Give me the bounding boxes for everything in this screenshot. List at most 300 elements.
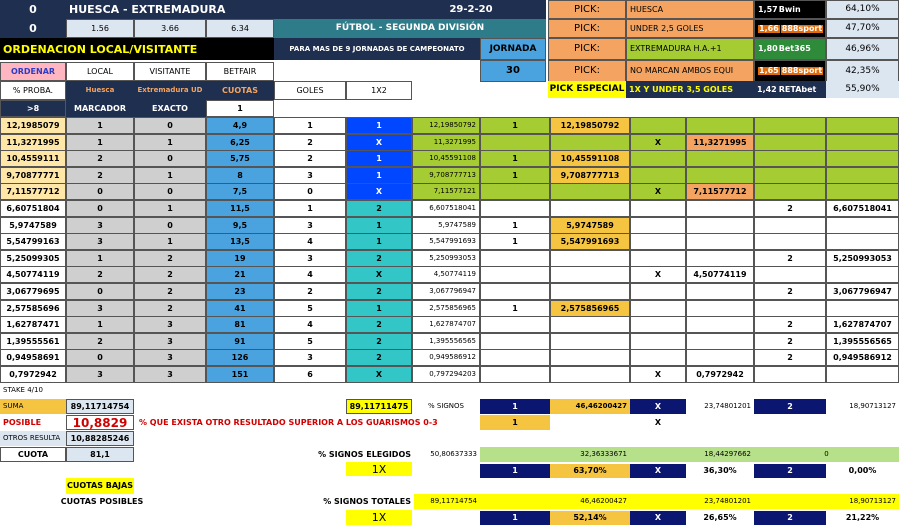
col2-sign: 2: [754, 283, 826, 300]
col1-value: [550, 366, 630, 383]
value-cell: 6,607518041: [412, 200, 480, 217]
col2-value: [826, 150, 899, 167]
r2-one-pct: 52,14%: [550, 511, 630, 525]
goals-cell: 0: [274, 183, 346, 200]
stake-label: STAKE 4/10: [3, 385, 43, 394]
odds-cell: 9,5: [206, 217, 274, 234]
proba-cell: 6,60751804: [0, 200, 66, 217]
goals-cell: 3: [274, 349, 346, 366]
col-goles: GOLES: [274, 81, 346, 100]
sign-cell: 2: [346, 333, 412, 350]
pick-especial-odd: [754, 81, 826, 98]
colx-value: 0,7972942: [686, 366, 754, 383]
odd-away: 6.34: [206, 19, 274, 38]
colx-sign: X: [630, 366, 686, 383]
goals-cell: 3: [274, 250, 346, 267]
pick-label: PICK:: [548, 38, 626, 60]
sign-cell: 1: [346, 117, 412, 134]
proba-cell: 7,11577712: [0, 183, 66, 200]
col1-value: [550, 266, 630, 283]
col1-sign: 1: [480, 167, 550, 184]
home-score-cell: 0: [66, 349, 134, 366]
pick-name: NO MARCAN AMBOS EQUI: [626, 60, 754, 82]
colx-value: 4,50774119: [686, 266, 754, 283]
r2-two: 2: [754, 511, 826, 525]
col2-sign: 2: [754, 349, 826, 366]
col2-value: [826, 366, 899, 383]
pick-name: EXTREMADURA H.A.+1: [626, 38, 754, 60]
elegidos-x: 18,44297662: [630, 447, 754, 462]
sign-cell: 2: [346, 349, 412, 366]
goals-cell: 4: [274, 266, 346, 283]
sign-cell: 1: [346, 167, 412, 184]
col1-sign: [480, 366, 550, 383]
colx-sign: X: [630, 134, 686, 151]
home-score-cell: 0: [66, 283, 134, 300]
value-cell: 5,9747589: [412, 217, 480, 234]
goals-cell: 5: [274, 300, 346, 317]
suma-right: 89,11711475: [346, 399, 412, 414]
otros-value: 10,88285246: [66, 431, 134, 446]
away-score-cell: 1: [134, 134, 206, 151]
value-cell: 5,250993053: [412, 250, 480, 267]
colx-value: 7,11577712: [686, 183, 754, 200]
col1-value: 5,547991693: [550, 233, 630, 250]
colx-value: [686, 250, 754, 267]
odds-cell: 13,5: [206, 233, 274, 250]
jornadas-note: PARA MAS DE 9 JORNADAS DE CAMPEONATO: [274, 38, 480, 60]
away-score-cell: 0: [134, 217, 206, 234]
goals-cell: 3: [274, 167, 346, 184]
home-score-cell: 2: [66, 333, 134, 350]
pick-especial-name: 1X Y UNDER 3,5 GOLES: [626, 81, 754, 98]
pick-odd: [754, 0, 826, 19]
proba-cell: 12,1985079: [0, 117, 66, 134]
pick-odd: [754, 38, 826, 60]
away-score-cell: 3: [134, 316, 206, 333]
pick-label: PICK:: [548, 0, 626, 19]
proba-cell: 1,62787471: [0, 316, 66, 333]
colx-value: [686, 349, 754, 366]
pick-odd-value: 1,80: [758, 44, 778, 53]
goals-cell: 2: [274, 283, 346, 300]
col2-value: 5,250993053: [826, 250, 899, 267]
col1-value: 12,19850792: [550, 117, 630, 134]
col-visitante: VISITANTE: [134, 62, 206, 81]
col2-value: 1,627874707: [826, 316, 899, 333]
value-cell: 12,19850792: [412, 117, 480, 134]
colx-sign: [630, 167, 686, 184]
home-team-name: Huesca: [66, 81, 134, 100]
bookmaker-logo: Bwin: [778, 4, 801, 14]
r1-x: X: [630, 464, 686, 478]
value-cell: 0,949586912: [412, 349, 480, 366]
away-score-cell: 1: [134, 200, 206, 217]
odds-cell: 5,75: [206, 150, 274, 167]
goals-cell: 4: [274, 233, 346, 250]
suma-label: SUMA: [0, 399, 66, 414]
home-score-cell: 2: [66, 150, 134, 167]
colx-sign: [630, 316, 686, 333]
value-cell: 7,11577121: [412, 183, 480, 200]
col2-value: [826, 167, 899, 184]
col1-value: 9,708777713: [550, 167, 630, 184]
value-cell: 3,067796947: [412, 283, 480, 300]
ordenar-button[interactable]: ORDENAR: [0, 62, 66, 81]
sign-cell: 1: [346, 233, 412, 250]
colx-sign: [630, 150, 686, 167]
gt8-label: >8: [0, 100, 66, 117]
odd-draw: 3.66: [134, 19, 206, 38]
pick-pct: 46,96%: [826, 38, 899, 60]
col1-value: [550, 183, 630, 200]
col2-sign: [754, 366, 826, 383]
goals-cell: 2: [274, 150, 346, 167]
away-score-cell: 3: [134, 366, 206, 383]
home-score-cell: 2: [66, 167, 134, 184]
away-score-cell: 3: [134, 333, 206, 350]
col2-value: 1,395556565: [826, 333, 899, 350]
col1-value: [550, 250, 630, 267]
away-score-cell: 0: [134, 150, 206, 167]
proba-cell: 1,39555561: [0, 333, 66, 350]
col2-sign: [754, 217, 826, 234]
league-title: FÚTBOL - SEGUNDA DIVISIÓN: [274, 19, 546, 38]
r2-x-pct: 26,65%: [703, 513, 737, 522]
colx-value: [686, 316, 754, 333]
pick-odd-value: 1,57: [758, 4, 778, 14]
colx-value: [686, 217, 754, 234]
r1-one-pct: 63,70%: [550, 464, 630, 478]
colx-value: [686, 200, 754, 217]
bookmaker-logo: Bet365: [778, 44, 811, 53]
col2-sign: [754, 134, 826, 151]
odds-cell: 126: [206, 349, 274, 366]
elegidos-label: % SIGNOS ELEGIDOS: [318, 449, 411, 459]
signos-1-value: 46,46200427: [550, 399, 630, 414]
goals-cell: 4: [274, 316, 346, 333]
pick-1x-elegidos: 1X: [346, 462, 412, 476]
r2-two-pct: 21,22%: [845, 513, 880, 522]
pick-label: PICK:: [548, 60, 626, 82]
col2-value: 0,949586912: [826, 349, 899, 366]
sign-cell: 1: [346, 217, 412, 234]
odds-cell: 11,5: [206, 200, 274, 217]
cuotas-posibles: CUOTAS POSIBLES: [60, 497, 144, 506]
col1-value: [550, 134, 630, 151]
sign-cell: X: [346, 266, 412, 283]
proba-cell: 5,54799163: [0, 233, 66, 250]
sign-cell: 2: [346, 316, 412, 333]
totales-2: 18,90713127: [754, 494, 899, 509]
away-score-cell: 0: [134, 117, 206, 134]
col2-sign: [754, 117, 826, 134]
col-marcador: MARCADOR: [66, 100, 134, 117]
pct-signos-label: % SIGNOS: [428, 402, 464, 410]
odds-cell: 4,9: [206, 117, 274, 134]
value-cell: 1,395556565: [412, 333, 480, 350]
col1-sign: 1: [480, 150, 550, 167]
sign-cell: 2: [346, 250, 412, 267]
home-goals: 0: [0, 0, 66, 19]
home-score-cell: 0: [66, 200, 134, 217]
match-date: 29-2-20: [396, 0, 546, 19]
signos-x: X: [630, 399, 686, 414]
col1-sign: [480, 333, 550, 350]
colx-value: [686, 283, 754, 300]
pick-name: HUESCA: [626, 0, 754, 19]
sign-cell: X: [346, 183, 412, 200]
col-betfair: BETFAIR: [206, 62, 274, 81]
totales-label: % SIGNOS TOTALES: [323, 496, 411, 506]
colx-sign: [630, 300, 686, 317]
posible-value: 10,8829: [66, 415, 134, 430]
proba-cell: 11,3271995: [0, 134, 66, 151]
col-local: LOCAL: [66, 62, 134, 81]
proba-cell: 0,7972942: [0, 366, 66, 383]
odds-cell: 23: [206, 283, 274, 300]
pick-especial-pct: 55,90%: [826, 81, 899, 98]
proba-cell: 5,25099305: [0, 250, 66, 267]
goals-cell: 5: [274, 333, 346, 350]
r1-two-pct: 0,00%: [848, 466, 877, 475]
odds-cell: 41: [206, 300, 274, 317]
col2-value: [826, 266, 899, 283]
col2-sign: 2: [754, 250, 826, 267]
col-1x2: 1X2: [346, 81, 412, 100]
colx-sign: [630, 233, 686, 250]
away-score-cell: 2: [134, 300, 206, 317]
col1-value: 2,575856965: [550, 300, 630, 317]
jornada-label: JORNADA: [480, 38, 546, 60]
col-exacto: EXACTO: [134, 100, 206, 117]
away-score-cell: 0: [134, 183, 206, 200]
bookmaker-logo: 888sport: [781, 23, 823, 33]
away-score-cell: 1: [134, 233, 206, 250]
col1-sign: [480, 183, 550, 200]
colx-sign: X: [630, 266, 686, 283]
r2-one: 1: [480, 511, 550, 525]
odds-cell: 21: [206, 266, 274, 283]
totales-total: 89,11714754: [414, 494, 480, 509]
value-cell: 1,627874707: [412, 316, 480, 333]
home-score-cell: 3: [66, 217, 134, 234]
pick-odd: [754, 60, 826, 82]
sign-cell: 1: [346, 300, 412, 317]
col2-value: [826, 134, 899, 151]
colx-sign: [630, 333, 686, 350]
col1-value: [550, 316, 630, 333]
goals-cell: 1: [274, 200, 346, 217]
col1-sign: [480, 250, 550, 267]
value-cell: 2,575856965: [412, 300, 480, 317]
signos-2: 2: [754, 399, 826, 414]
home-score-cell: 1: [66, 134, 134, 151]
value-cell: 9,708777713: [412, 167, 480, 184]
odds-cell: 6,25: [206, 134, 274, 151]
proba-cell: 0,94958691: [0, 349, 66, 366]
pick-especial-label: PICK ESPECIAL: [548, 81, 626, 98]
col2-value: [826, 217, 899, 234]
home-score-cell: 3: [66, 366, 134, 383]
sign-cell: 2: [346, 200, 412, 217]
jornada-value: 30: [480, 60, 546, 82]
away-team-name: Extremadura UD: [134, 81, 206, 100]
posible-x: X: [654, 417, 662, 427]
col1-value: [550, 349, 630, 366]
col1-sign: [480, 349, 550, 366]
totales-x: 23,74801201: [630, 494, 754, 509]
pick-1x-totales: 1X: [346, 510, 412, 525]
col2-sign: 2: [754, 200, 826, 217]
elegidos-2: 0: [754, 447, 899, 462]
signos-x-value: 23,74801201: [704, 402, 751, 410]
sign-cell: X: [346, 134, 412, 151]
pick-name: UNDER 2,5 GOLES: [626, 19, 754, 38]
col2-sign: [754, 233, 826, 250]
odd-home: 1.56: [66, 19, 134, 38]
goals-cell: 6: [274, 366, 346, 383]
value-cell: 5,547991693: [412, 233, 480, 250]
away-score-cell: 1: [134, 167, 206, 184]
proba-cell: 4,50774119: [0, 266, 66, 283]
colx-sign: [630, 200, 686, 217]
col1-sign: [480, 316, 550, 333]
goals-cell: 2: [274, 134, 346, 151]
home-score-cell: 2: [66, 266, 134, 283]
colx-sign: [630, 283, 686, 300]
col1-value: [550, 283, 630, 300]
r2-x: X: [630, 511, 686, 525]
col1-value: [550, 200, 630, 217]
colx-value: [686, 333, 754, 350]
col1-sign: 1: [480, 117, 550, 134]
home-score-cell: 1: [66, 117, 134, 134]
col1-sign: [480, 266, 550, 283]
away-goals: 0: [0, 19, 66, 38]
pick-odd-value: 1,42: [757, 84, 777, 94]
away-score-cell: 3: [134, 349, 206, 366]
col2-value: [826, 117, 899, 134]
posible-label: POSIBLE: [0, 415, 66, 430]
colx-value: [686, 117, 754, 134]
col2-sign: [754, 300, 826, 317]
sign-cell: 1: [346, 150, 412, 167]
posible-one: 1: [480, 415, 550, 430]
col-cuotas: CUOTAS: [206, 81, 274, 100]
elegidos-total: 50,80637333: [430, 450, 477, 458]
colx-value: [686, 233, 754, 250]
away-score-cell: 2: [134, 283, 206, 300]
elegidos-1: 32,36333671: [480, 447, 630, 462]
sign-cell: 2: [346, 283, 412, 300]
col1-sign: [480, 134, 550, 151]
col1-sign: 1: [480, 233, 550, 250]
r1-two: 2: [754, 464, 826, 478]
col2-sign: 2: [754, 316, 826, 333]
cuota-value: 81,1: [66, 447, 134, 462]
suma-value: 89,11714754: [66, 399, 134, 414]
col2-value: 6,607518041: [826, 200, 899, 217]
col1-value: 10,45591108: [550, 150, 630, 167]
r1-one: 1: [480, 464, 550, 478]
ordering-title: ORDENACION LOCAL/VISITANTE: [0, 38, 274, 60]
match-title: HUESCA - EXTREMADURA: [66, 0, 396, 19]
col2-sign: [754, 150, 826, 167]
odds-cell: 7,5: [206, 183, 274, 200]
value-cell: 4,50774119: [412, 266, 480, 283]
colx-sign: [630, 349, 686, 366]
goals-cell: 1: [274, 117, 346, 134]
signos-2-value: 18,90713127: [849, 402, 896, 410]
r1-x-pct: 36,30%: [703, 466, 737, 475]
away-score-cell: 2: [134, 250, 206, 267]
col2-value: [826, 233, 899, 250]
pick-pct: 47,70%: [826, 19, 899, 38]
pick-odd-value: 1,66: [759, 23, 779, 33]
pick-odd-value: 1,65: [759, 66, 779, 75]
pick-odd: [754, 19, 826, 38]
sign-cell: X: [346, 366, 412, 383]
value-cell: 10,45591108: [412, 150, 480, 167]
col-one: 1: [206, 100, 274, 117]
col1-sign: [480, 200, 550, 217]
totales-1: 46,46200427: [480, 494, 630, 509]
colx-sign: X: [630, 183, 686, 200]
odds-cell: 91: [206, 333, 274, 350]
home-score-cell: 0: [66, 183, 134, 200]
col1-sign: [480, 283, 550, 300]
odds-cell: 8: [206, 167, 274, 184]
col2-sign: [754, 183, 826, 200]
otros-label: OTROS RESULTA: [0, 431, 66, 446]
col1-value: [550, 333, 630, 350]
goals-cell: 3: [274, 217, 346, 234]
proba-cell: 2,57585696: [0, 300, 66, 317]
proba-cell: 5,9747589: [0, 217, 66, 234]
signos-1: 1: [480, 399, 550, 414]
col2-sign: 2: [754, 333, 826, 350]
home-score-cell: 1: [66, 250, 134, 267]
col-proba: % PROBA.: [0, 81, 66, 100]
home-score-cell: 3: [66, 233, 134, 250]
col2-value: [826, 300, 899, 317]
colx-value: [686, 300, 754, 317]
pick-pct: 64,10%: [826, 0, 899, 19]
col1-sign: 1: [480, 300, 550, 317]
colx-sign: [630, 117, 686, 134]
colx-value: [686, 150, 754, 167]
proba-cell: 3,06779695: [0, 283, 66, 300]
odds-cell: 151: [206, 366, 274, 383]
col2-sign: [754, 167, 826, 184]
col1-value: 5,9747589: [550, 217, 630, 234]
colx-value: [686, 167, 754, 184]
col1-sign: 1: [480, 217, 550, 234]
proba-cell: 9,70877771: [0, 167, 66, 184]
pick-label: PICK:: [548, 19, 626, 38]
col2-value: [826, 183, 899, 200]
bookmaker-logo: 888sport: [781, 66, 823, 75]
bookmaker-logo: RETAbet: [778, 84, 817, 94]
proba-cell: 10,4559111: [0, 150, 66, 167]
cuota-label: CUOTA: [0, 447, 66, 462]
cuotas-bajas: CUOTAS BAJAS: [66, 478, 134, 494]
value-cell: 0,797294203: [412, 366, 480, 383]
colx-sign: [630, 217, 686, 234]
value-cell: 11,3271995: [412, 134, 480, 151]
posible-text: % QUE EXISTA OTRO RESULTADO SUPERIOR A LOS GUARISMOS 0-3: [139, 417, 438, 427]
